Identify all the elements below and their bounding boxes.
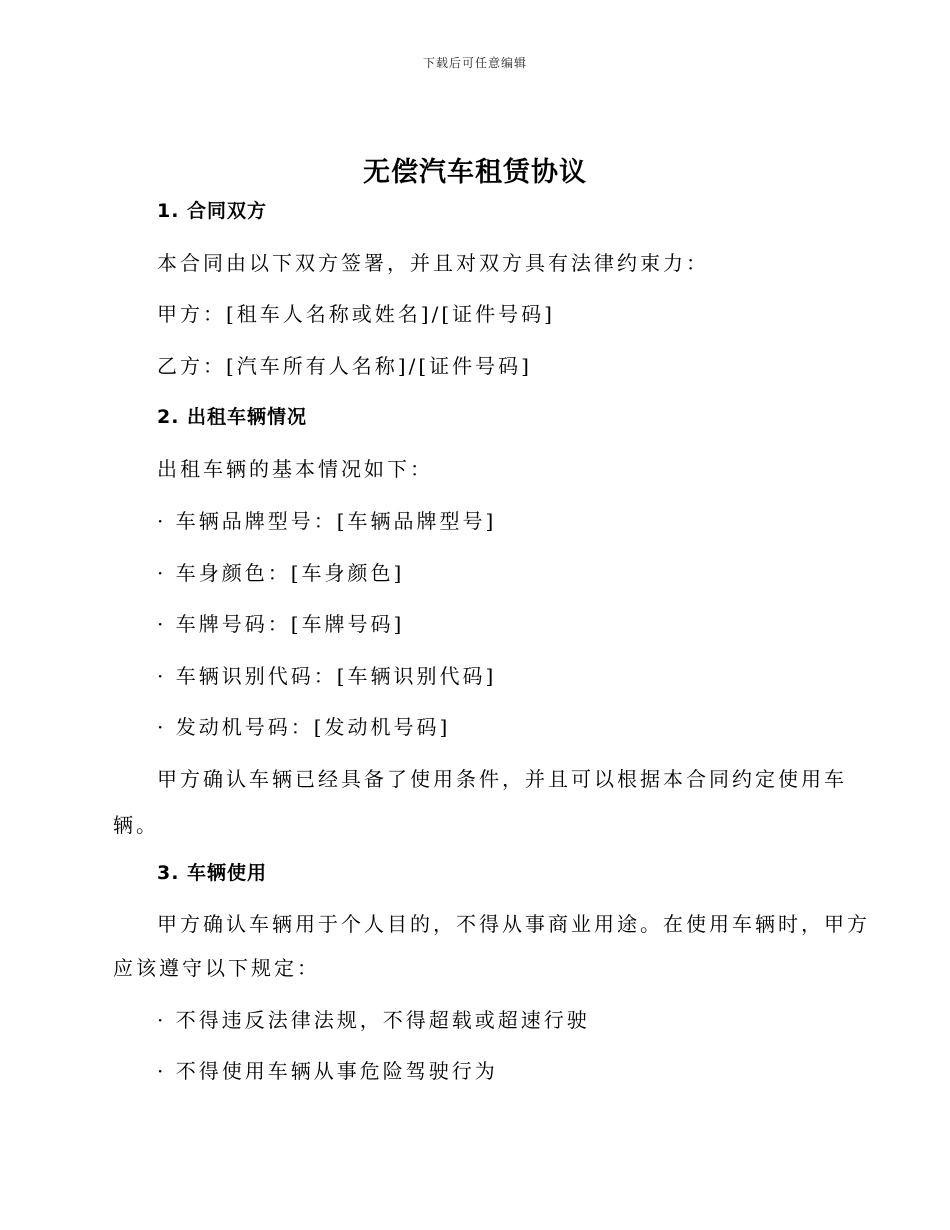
section-1-heading: 1. 合同双方: [157, 200, 268, 222]
list-item-plate-number: · 车牌号码：[车牌号码]: [157, 612, 405, 636]
list-item-rule-2: · 不得使用车辆从事危险驾驶行为: [157, 1059, 498, 1083]
list-item-rule-1: · 不得违反法律法规，不得超载或超速行驶: [157, 1008, 590, 1032]
section-2-confirm-line-2: 辆。: [113, 813, 159, 837]
section-2-heading: 2. 出租车辆情况: [157, 406, 308, 428]
list-item-vehicle-color: · 车身颜色：[车身颜色]: [157, 561, 405, 585]
list-item-engine-number: · 发动机号码：[发动机号码]: [157, 715, 451, 739]
party-b-line: 乙方：[汽车所有人名称]/[证件号码]: [157, 354, 532, 378]
section-3-paragraph-line-1: 甲方确认车辆用于个人目的，不得从事商业用途。在使用车辆时，甲方: [157, 912, 870, 936]
header-note: 下载后可任意编辑: [422, 56, 527, 70]
section-2-confirm-line-1: 甲方确认车辆已经具备了使用条件，并且可以根据本合同约定使用车: [157, 767, 847, 791]
section-1-intro: 本合同由以下双方签署，并且对双方具有法律约束力：: [157, 251, 709, 275]
section-3-paragraph-line-2: 应该遵守以下规定：: [113, 956, 320, 980]
section-2-intro: 出租车辆的基本情况如下：: [157, 457, 433, 481]
section-3-heading: 3. 车辆使用: [157, 862, 268, 884]
list-item-vin: · 车辆识别代码：[车辆识别代码]: [157, 664, 497, 688]
party-a-line: 甲方：[租车人名称或姓名]/[证件号码]: [157, 302, 555, 326]
list-item-vehicle-model: · 车辆品牌型号：[车辆品牌型号]: [157, 509, 497, 533]
document-title: 无偿汽车租赁协议: [363, 157, 587, 188]
